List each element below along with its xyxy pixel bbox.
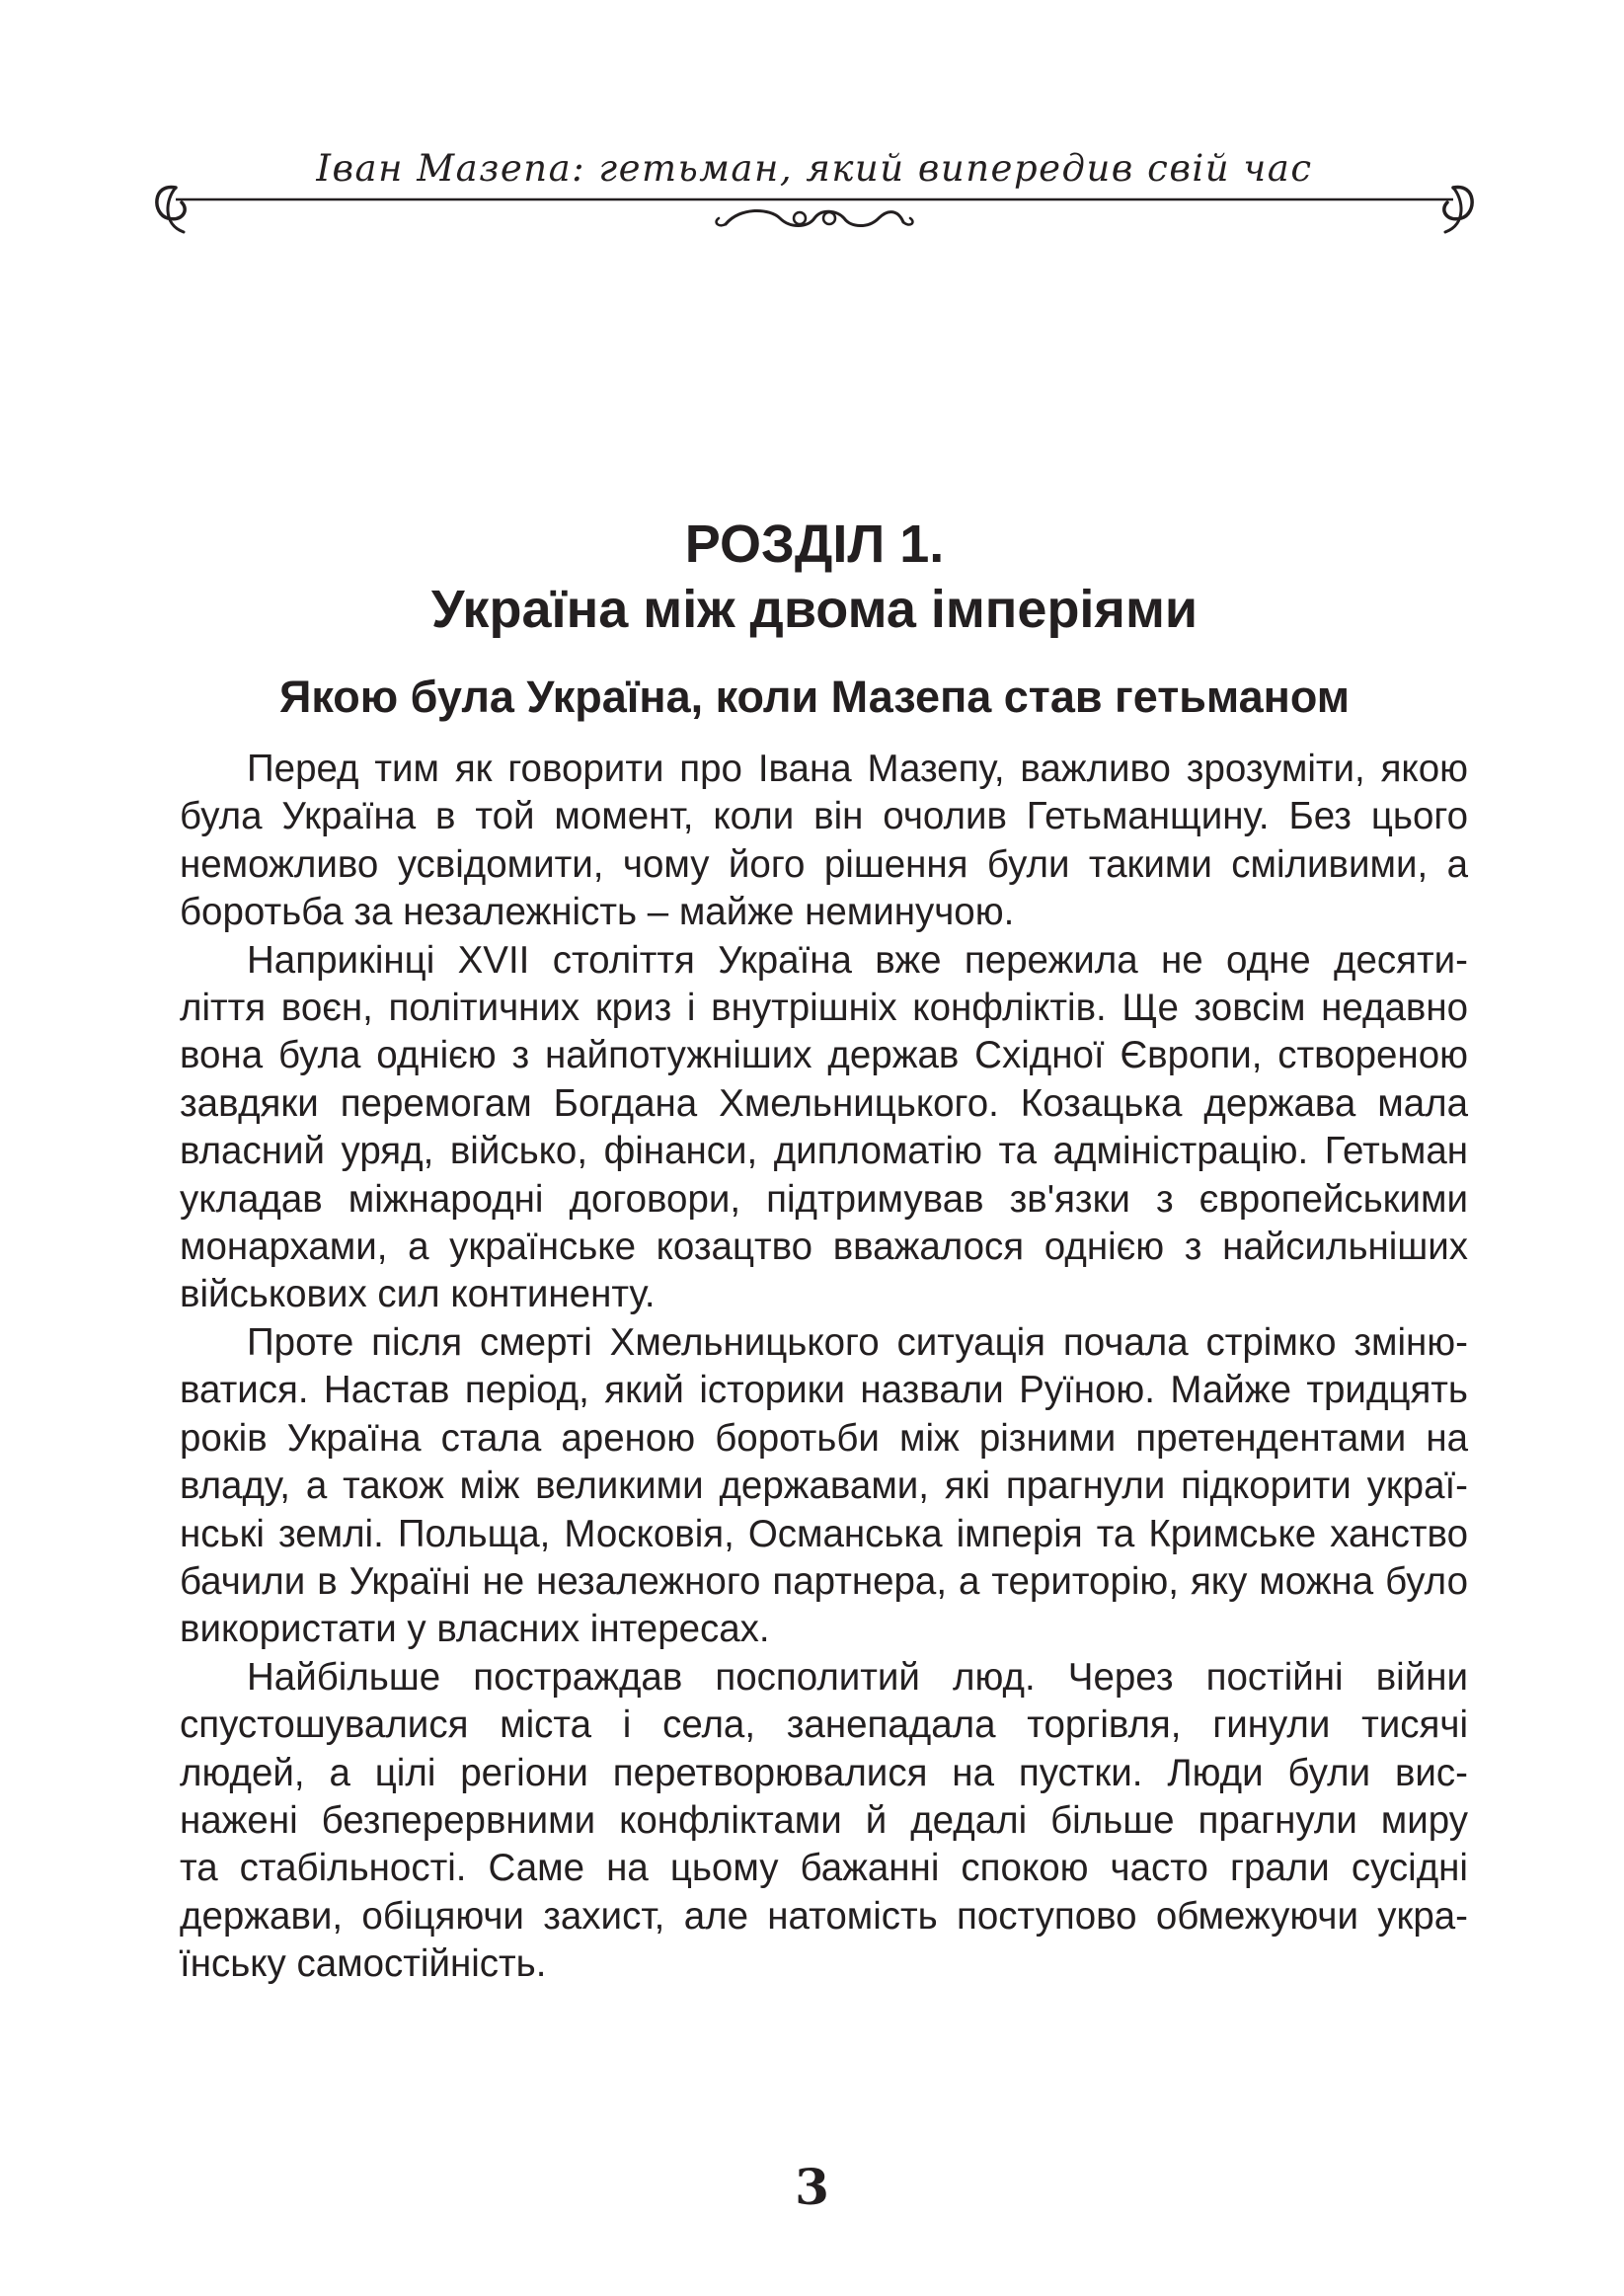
text-line: Наприкінці XVII століття Україна вже пережила не одне десяти- (247, 938, 1468, 982)
text-line: людей, а цілі регіони перетворювалися на пустки. Люди були вис- (180, 1751, 1468, 1794)
text-line: нські землі. Польща, Московія, Османська імперія та Кримське ханство (180, 1512, 1468, 1555)
text-line: завдяки перемогам Богдана Хмельницького. Козацька держава мала (180, 1081, 1468, 1125)
section-heading: Якою була Україна, коли Мазепа став гетьманом (278, 672, 1351, 722)
text-line: нажені безперервними конфліктами й дедалі більше прагнули миру (180, 1798, 1468, 1842)
running-title: Іван Мазепа: гетьман, який випередив свій час (316, 147, 1313, 190)
text-line: ліття воєн, політичних криз і внутрішніх конфліктів. Ще зовсім недавно (180, 987, 1468, 1030)
text-line: спустошувалися міста і села, занепадала торгівля, гинули тисячі (180, 1703, 1468, 1747)
paragraph (180, 1654, 1468, 1989)
text-line: Перед тим як говорити про Івана Мазепу, важливо зрозуміти, якою (247, 748, 1468, 790)
text-line: Найбільше постраждав посполитий люд. Через постійні війни (247, 1655, 1468, 1699)
chapter-title: Україна між двома імперіями (430, 580, 1199, 639)
text-line: та стабільності. Саме на цьому бажанні спокою часто грали сусідні (180, 1847, 1468, 1890)
body-text (180, 746, 1468, 1989)
text-line: бачили в Україні не незалежного партнера, а територію, яку можна було (180, 1559, 1468, 1603)
text-line: владу, а також між великими державами, які прагнули підкорити украї- (180, 1465, 1468, 1508)
text-line: військових сил континенту. (180, 1273, 656, 1316)
text-line: ватися. Настав період, який історики назвали Руїною. Майже тридцять (180, 1369, 1468, 1412)
chapter-label: РОЗДІЛ 1. (684, 515, 945, 574)
text-line: укладав міжнародні договори, підтримував зв'язки з європейськими (180, 1177, 1468, 1221)
text-line: монархами, а українське козацтво вважалося однією з найсильніших (180, 1226, 1468, 1269)
text-line: вона була однією з найпотужніших держав Східної Європи, створеною (180, 1034, 1468, 1077)
paragraph (180, 937, 1468, 1319)
text-line: використати у власних інтересах. (180, 1608, 770, 1651)
text-line: Проте після смерті Хмельницького ситуація почала стрімко зміню- (247, 1320, 1468, 1364)
running-header (148, 133, 1481, 242)
text-line: років Україна стала ареною боротьби між різними претендентами на (180, 1416, 1468, 1460)
paragraph (180, 1319, 1468, 1654)
text-line: держави, обіцяючи захист, але натомість поступово обмежуючи укра- (180, 1894, 1468, 1938)
text-line: неможливо усвідомити, чому його рішення були такими сміливими, а (180, 842, 1468, 886)
page-number: 3 (795, 2158, 829, 2216)
text-line: власний уряд, військо, фінанси, дипломатію та адміністрацію. Гетьман (180, 1130, 1468, 1173)
chapter-heading (148, 514, 1481, 640)
text-line: їнську самостійність. (180, 1942, 547, 1986)
text-line: була Україна в той момент, коли він очолив Гетьманщину. Без цього (180, 795, 1468, 838)
text-line: боротьба за незалежність – майже неминучою. (180, 891, 1015, 934)
paragraph (180, 746, 1468, 937)
